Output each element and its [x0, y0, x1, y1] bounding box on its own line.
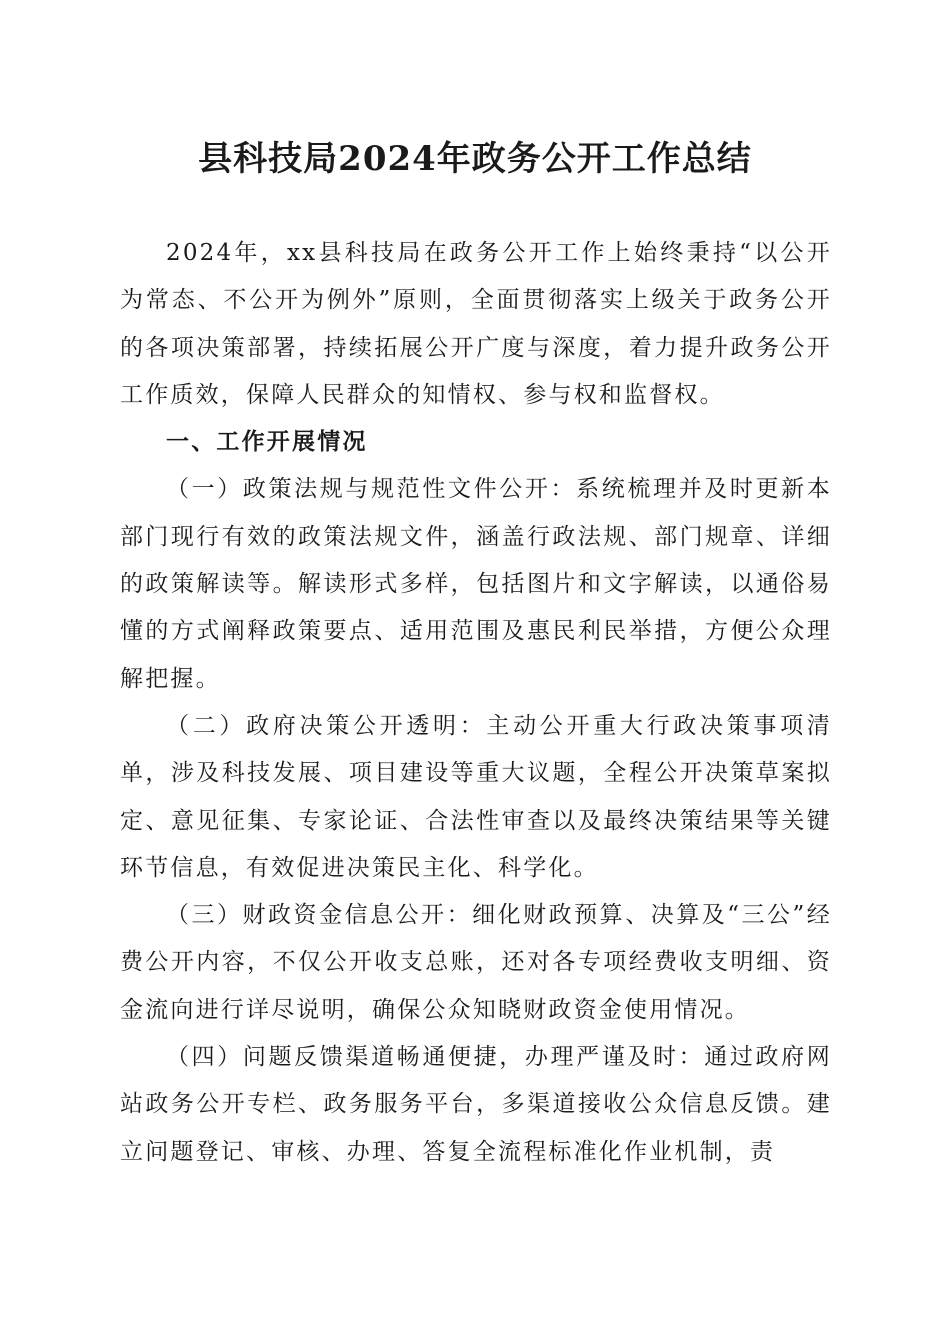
- paragraph-policy-disclosure: （一）政策法规与规范性文件公开：系统梳理并及时更新本部门现行有效的政策法规文件，涵盖行政法规、部门规章、详细的政策解读等。解读形式多样，包括图片和文字解读，以通俗易懂的方式阐释政策要点、适用范围及惠民利民举措，方便公众理解把握。: [120, 476, 832, 692]
- section-heading: 一、工作开展情况: [166, 429, 368, 456]
- intro-paragraph: 2024年，xx县科技局在政务公开工作上始终秉持“以公开为常态、不公开为例外”原则，全面贯彻落实上级关于政务公开的各项决策部署，持续拓展公开广度与深度，着力提升政务公开工作质效，保障人民群众的知情权、参与权和监督权。: [120, 240, 832, 408]
- paragraph-decision-transparency: （二）政府决策公开透明：主动公开重大行政决策事项清单，涉及科技发展、项目建设等重大议题，全程公开决策草案拟定、意见征集、专家论证、合法性审查以及最终决策结果等关键环节信息，有效促进决策民主化、科学化。: [120, 712, 832, 881]
- page-title: 县科技局2024年政务公开工作总结: [198, 139, 752, 179]
- paragraph-fiscal-disclosure: （三）财政资金信息公开：细化财政预算、决算及“三公”经费公开内容，不仅公开收支总账，还对各专项经费收支明细、资金流向进行详尽说明，确保公众知晓财政资金使用情况。: [120, 902, 832, 1023]
- paragraph-feedback-channels: （四）问题反馈渠道畅通便捷，办理严谨及时：通过政府网站政务公开专栏、政务服务平台，多渠道接收公众信息反馈。建立问题登记、审核、办理、答复全流程标准化作业机制，责: [120, 1044, 832, 1165]
- document-body: [120, 230, 832, 1176]
